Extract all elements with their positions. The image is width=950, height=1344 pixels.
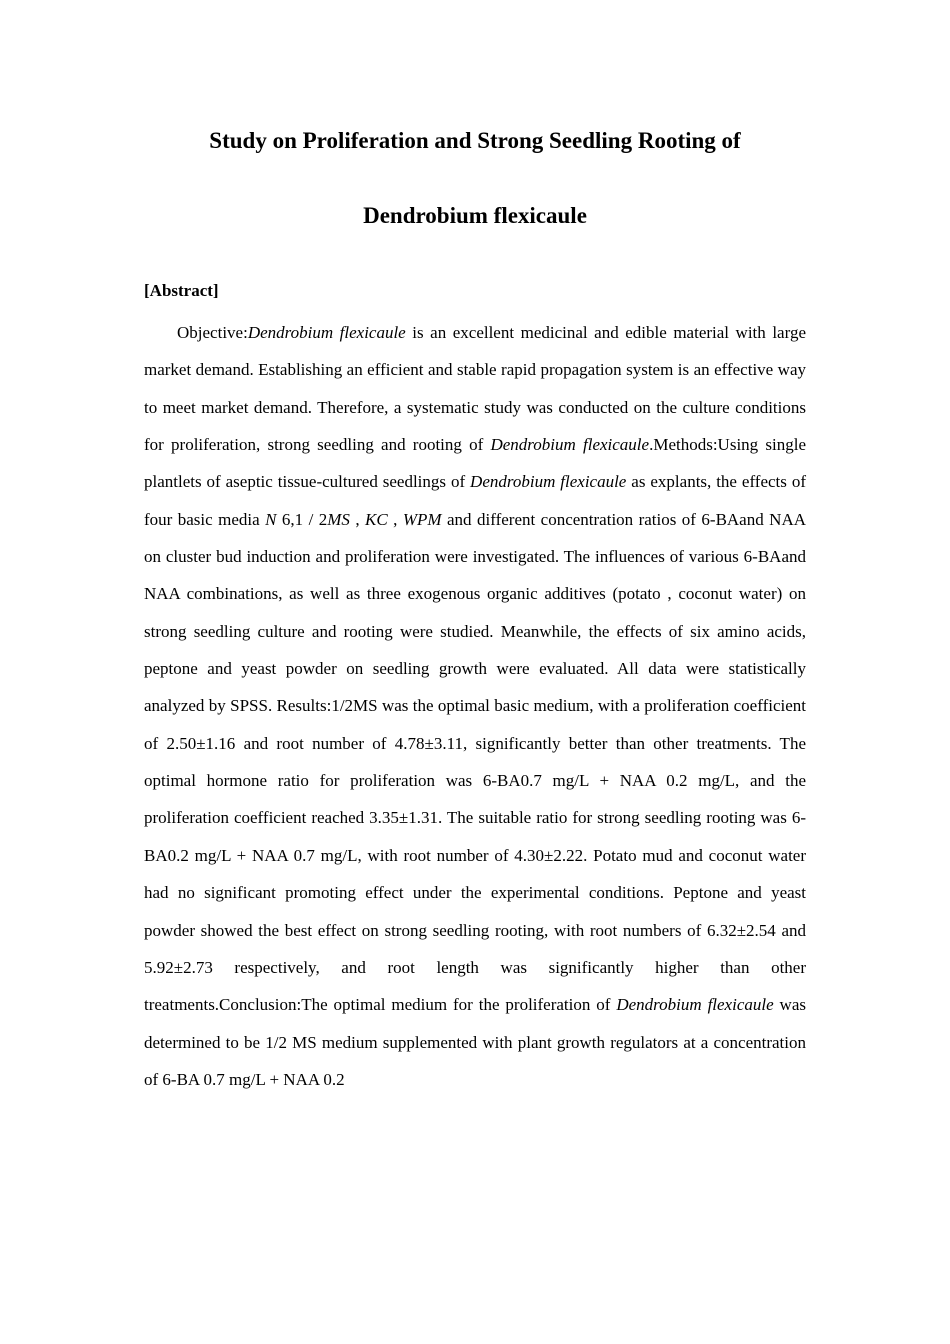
abstract-body xyxy=(144,314,806,1098)
abstract-segment-5: was determined to be 1/2 MS medium supplemented with plant growth regulators at a concentration of 6-BA 0.7 mg/L + NAA 0.2 xyxy=(144,995,806,1089)
abstract-segment-3: as explants, the effects of four basic media xyxy=(144,472,806,529)
paper-page xyxy=(144,118,806,1089)
title-line-2: Dendrobium flexicaule xyxy=(363,203,587,228)
abstract-segment-2: .Methods:Using single plantlets of aseptic tissue-cultured seedlings of xyxy=(144,435,806,492)
media-n: N xyxy=(265,509,277,529)
species-name: Dendrobium flexicaule xyxy=(616,995,774,1015)
media-ms: MS xyxy=(327,509,350,529)
media-sep: , xyxy=(393,509,398,529)
species-name: Dendrobium flexicaule xyxy=(490,435,650,455)
title-line-1: Study on Proliferation and Strong Seedling Rooting of xyxy=(209,128,741,153)
media-formula xyxy=(265,510,441,529)
media-sep: , xyxy=(355,509,360,529)
species-name: Dendrobium flexicaule xyxy=(247,323,406,342)
species-name: Dendrobium flexicaule xyxy=(470,472,627,492)
media-wpm: WPM xyxy=(402,509,442,529)
abstract-segment-4: and different concentration ratios of 6-BAand NAA on cluster bud induction and proliferation were investigated. The influences of various 6-BAand NAA combinations, as well as three exogenous organic additives (potato , coconut water) on strong seedling culture and rooting were studied. Meanwhile, the effects of six amino acids, peptone and yeast powder on seedling growth were evaluated. All data were statistically analyzed by SPSS. Results:1/2MS was the optimal basic medium, with a proliferation coefficient of 2.50±1.16 and root number of 4.78±3.11, significantly better than other treatments. The optimal hormone ratio for proliferation was 6-BA0.7 mg/L + NAA 0.2 mg/L, and the proliferation coefficient reached 3.35±1.31. The suitable ratio for strong seedling rooting was 6-BA0.2 mg/L + NAA 0.7 mg/L, with root number of 4.30±2.22. Potato mud and coconut water had no significant promoting effect under the experimental conditions. Peptone and yeast powder showed the best effect on strong seedling rooting, with root numbers of 6.32±2.54 and 5.92±2.73 respectively, and root length was significantly higher than other treatments.Conclusion:The optimal medium for the proliferation of xyxy=(144,509,806,1015)
abstract-heading: [Abstract] xyxy=(144,281,219,300)
objective-label: Objective: xyxy=(177,323,248,342)
media-mid: 6,1 / 2 xyxy=(281,509,328,529)
media-kc: KC xyxy=(365,509,388,529)
abstract-segment-1: is an excellent medicinal and edible material with large market demand. Establishing an efficient and stable rapid propagation system is an effective way to meet market demand. Therefore, a systematic study was conducted on the culture conditions for proliferation, strong seedling and rooting of xyxy=(144,323,806,455)
